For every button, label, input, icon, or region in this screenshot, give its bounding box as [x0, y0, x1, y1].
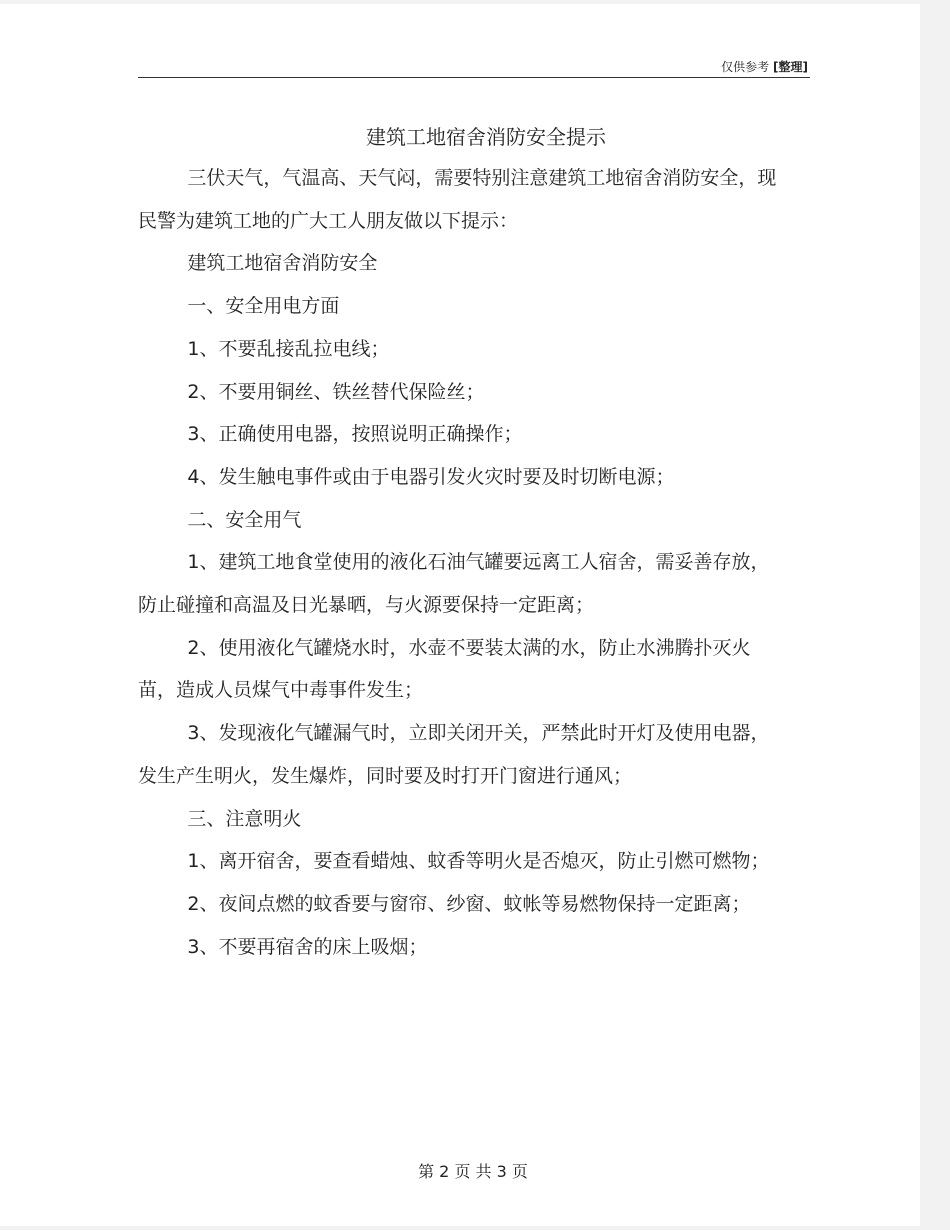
list-item: 1、建筑工地食堂使用的液化石油气罐要远离工人宿舍，需妥善存放，防止碰撞和高温及日光暴晒，与火源要保持一定距离； [138, 551, 770, 617]
document-page [0, 4, 920, 1226]
header-bracket-label: [整理] [773, 60, 808, 74]
paragraph: 建筑工地宿舍消防安全 [187, 252, 378, 275]
header-note [721, 58, 808, 75]
document-body [138, 157, 778, 968]
paragraph: 三伏天气，气温高、天气闷，需要特别注意建筑工地宿舍消防安全，现民警为建筑工地的广大工人朋友做以下提示： [138, 167, 777, 232]
list-item: 2、夜间点燃的蚊香要与窗帘、纱窗、蚊帐等易燃物保持一定距离； [187, 892, 751, 915]
header-rule [138, 77, 810, 78]
list-item: 1、离开宿舍，要查看蜡烛、蚊香等明火是否熄灭，防止引燃可燃物； [187, 850, 770, 873]
section-heading: 二、安全用气 [187, 508, 302, 531]
header-note-text: 仅供参考 [721, 60, 770, 74]
list-item: 2、使用液化气罐烧水时，水壶不要装太满的水，防止水沸腾扑灭火苗，造成人员煤气中毒事件发生； [138, 636, 751, 702]
list-item: 3、发现液化气罐漏气时，立即关闭开关，严禁此时开灯及使用电器，发生产生明火，发生爆炸，同时要及时打开门窗进行通风； [138, 722, 770, 787]
section-heading: 一、安全用电方面 [187, 295, 340, 318]
page-number: 第 2 页 共 3 页 [418, 1162, 528, 1181]
document-title: 建筑工地宿舍消防安全提示 [366, 125, 606, 149]
list-item: 1、不要乱接乱拉电线； [187, 337, 390, 360]
list-item: 4、发生触电事件或由于电器引发火灾时要及时切断电源； [187, 465, 675, 488]
list-item: 3、不要再宿舍的床上吸烟； [187, 935, 428, 958]
section-heading: 三、注意明火 [187, 807, 302, 830]
list-item: 3、正确使用电器，按照说明正确操作； [187, 423, 523, 446]
list-item: 2、不要用铜丝、铁丝替代保险丝； [187, 380, 485, 403]
